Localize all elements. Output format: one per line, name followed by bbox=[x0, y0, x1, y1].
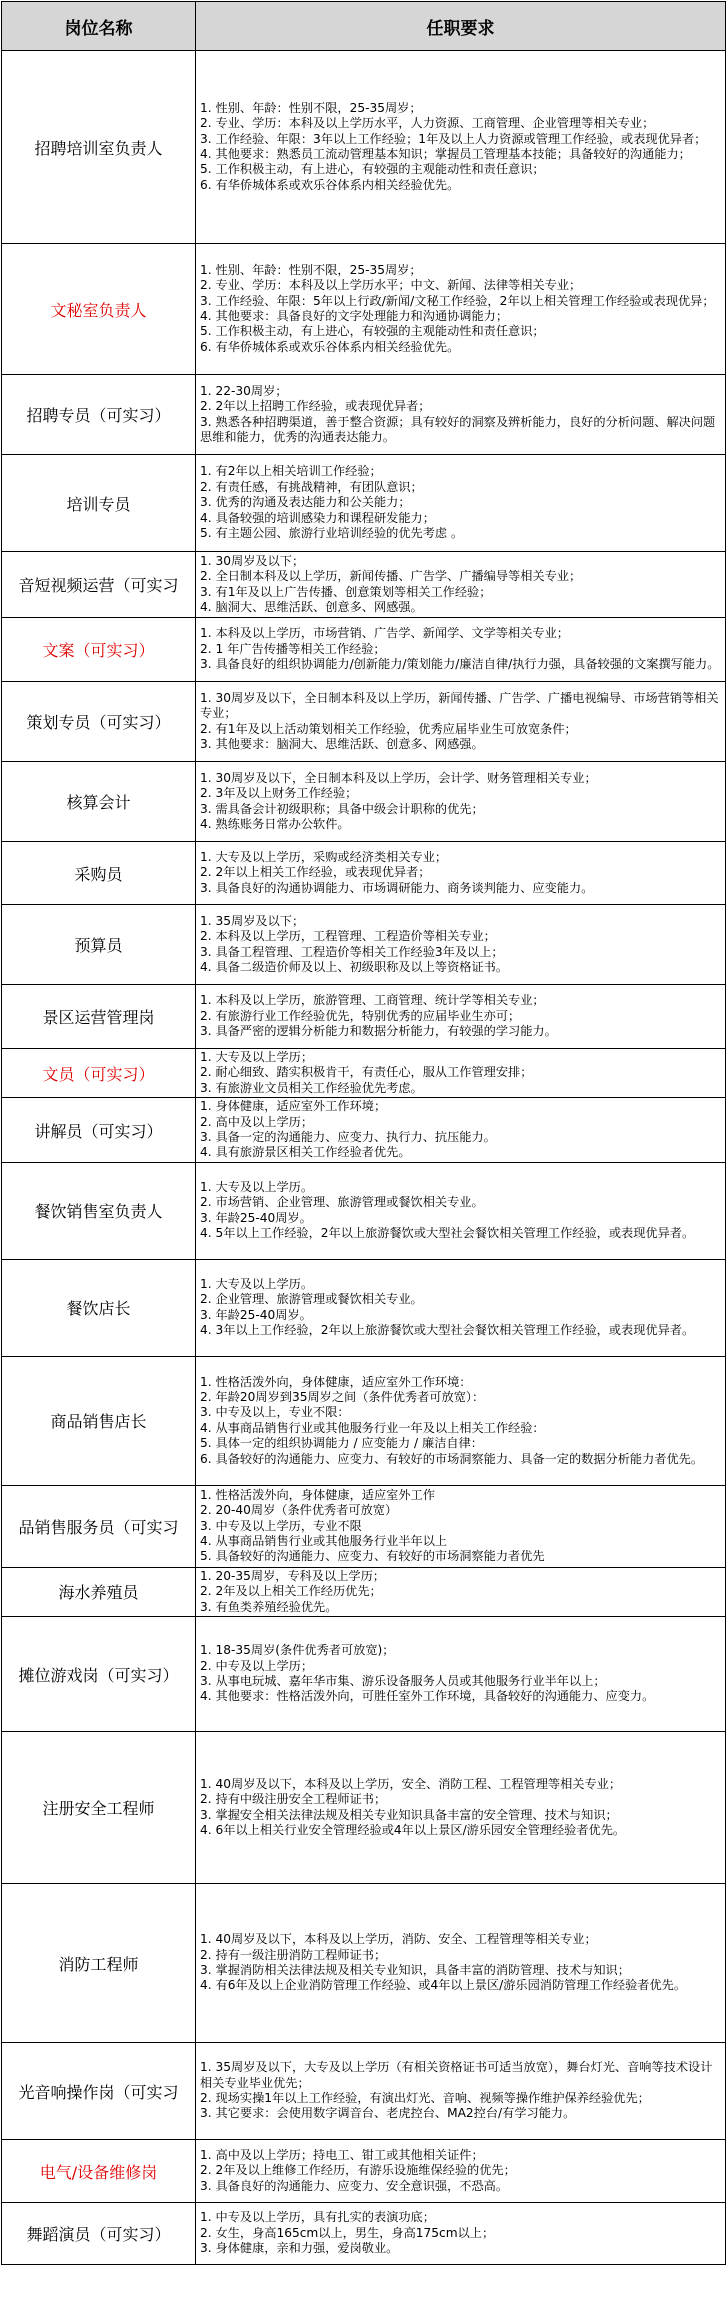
position-name: 预算员 bbox=[2, 905, 196, 985]
requirement-line: 3. 有旅游业文员相关工作经验优先考虑。 bbox=[200, 1080, 423, 1095]
position-name: 餐饮销售室负责人 bbox=[2, 1162, 196, 1259]
requirement-line: 3. 掌握安全相关法律法规及相关专业知识具备丰富的安全管理、技术与知识； bbox=[200, 1807, 618, 1822]
table-row bbox=[2, 1162, 726, 1259]
table-row bbox=[2, 2140, 726, 2203]
table-row bbox=[2, 618, 726, 682]
header-row bbox=[2, 2, 726, 51]
requirement-cell bbox=[196, 618, 726, 682]
table-row bbox=[2, 244, 726, 375]
requirement-line: 1. 22-30周岁； bbox=[200, 383, 288, 398]
job-requirements-table bbox=[1, 1, 726, 2265]
header-requirement: 任职要求 bbox=[196, 2, 726, 51]
requirement-cell bbox=[196, 51, 726, 244]
position-name: 舞蹈演员（可实习） bbox=[2, 2203, 196, 2265]
table-row bbox=[2, 1259, 726, 1356]
position-name: 景区运营管理岗 bbox=[2, 985, 196, 1049]
requirement-line: 4. 其他要求：熟悉员工流动管理基本知识；掌握员工管理基本技能；具备较好的沟通能力； bbox=[200, 147, 691, 161]
requirement-line: 3. 熟悉各种招聘渠道，善于整合资源；具有较好的洞察及辨析能力，良好的分析问题、解决问题思维和能力，优秀的沟通表达能力。 bbox=[200, 414, 716, 444]
requirement-line: 2. 2年及以上维修工作经历，有游乐设施维保经验的优先； bbox=[200, 2163, 516, 2178]
position-name: 注册安全工程师 bbox=[2, 1732, 196, 1884]
requirement-line: 2. 女生，身高165cm以上，男生，身高175cm以上； bbox=[200, 2225, 495, 2240]
requirement-line: 1. 20-35周岁，专科及以上学历； bbox=[200, 1568, 385, 1583]
position-name: 海水养殖员 bbox=[2, 1567, 196, 1616]
requirement-line: 1. 30周岁及以下，全日制本科及以上学历，会计学、财务管理相关专业； bbox=[200, 770, 597, 785]
requirement-cell bbox=[196, 244, 726, 375]
requirement-line: 2. 1 年广告传播等相关工作经验； bbox=[200, 641, 386, 656]
requirement-line: 4. 熟练账务日常办公软件。 bbox=[200, 816, 350, 831]
requirement-line: 4. 具有旅游景区相关工作经验者优先。 bbox=[200, 1145, 411, 1160]
requirement-cell bbox=[196, 1884, 726, 2043]
requirement-line: 5. 有主题公园、旅游行业培训经验的优先考虑 。 bbox=[200, 526, 464, 541]
position-name: 培训专员 bbox=[2, 455, 196, 552]
requirement-cell bbox=[196, 1567, 726, 1616]
requirement-line: 1. 有2年以上相关培训工作经验； bbox=[200, 464, 382, 479]
requirement-line: 3. 具备严密的逻辑分析能力和数据分析能力，有较强的学习能力。 bbox=[200, 1024, 557, 1039]
position-name: 文秘室负责人 bbox=[2, 244, 196, 375]
requirement-cell bbox=[196, 1617, 726, 1732]
requirement-line: 3. 有1年及以上广告传播、创意策划等相关工作经验； bbox=[200, 584, 492, 599]
requirement-line: 1. 35周岁及以下，大专及以上学历（有相关资格证书可适当放宽），舞台灯光、音响等技术设计相关专业毕业优先； bbox=[200, 2060, 713, 2090]
requirement-line: 2. 专业、学历：本科及以上学历水平，人力资源、工商管理、企业管理等相关专业； bbox=[200, 116, 655, 131]
table-row bbox=[2, 552, 726, 618]
requirement-line: 3. 其它要求：会使用数字调音台、老虎控台、MA2控台/有学习能力。 bbox=[200, 2106, 576, 2121]
requirement-line: 1. 大专及以上学历。 bbox=[200, 1277, 314, 1292]
requirement-cell bbox=[196, 1162, 726, 1259]
position-name: 光音响操作岗（可实习 bbox=[2, 2043, 196, 2140]
requirement-line: 1. 性别、年龄：性别不限，25-35周岁； bbox=[200, 100, 422, 115]
requirement-line: 3. 需具备会计初级职称；具备中级会计职称的优先； bbox=[200, 801, 484, 816]
requirement-line: 4. 3年以上工作经验，2年以上旅游餐饮或大型社会餐饮相关管理工作经验，或表现优异者。 bbox=[200, 1323, 695, 1338]
requirement-line: 1. 本科及以上学历，市场营销、广告学、新闻学、文学等相关专业； bbox=[200, 626, 569, 641]
requirement-line: 3. 具备工程管理、工程造价等相关工作经验3年及以上； bbox=[200, 944, 504, 959]
requirement-line: 3. 具备一定的沟通能力、应变力、执行力、抗压能力。 bbox=[200, 1130, 496, 1145]
requirement-line: 2. 全日制本科及以上学历，新闻传播、广告学、广播编导等相关专业； bbox=[200, 569, 582, 584]
requirement-line: 4. 有6年及以上企业消防管理工作经验、或4年以上景区/游乐园消防管理工作经验者优先。 bbox=[200, 1978, 687, 1993]
requirement-line: 3. 其他要求：脑洞大、思维活跃、创意多、网感强。 bbox=[200, 736, 484, 751]
requirement-line: 1. 30周岁及以下，全日制本科及以上学历，新闻传播、广告学、广播电视编导、市场营销等相关专业； bbox=[200, 690, 719, 721]
requirement-line: 6. 具备较好的沟通能力、应变力、有较好的市场洞察能力、具备一定的数据分析能力者优先。 bbox=[200, 1451, 704, 1466]
requirement-line: 2. 耐心细致、踏实积极肯干，有责任心，服从工作管理安排； bbox=[200, 1065, 533, 1080]
requirement-line: 1. 30周岁及以下； bbox=[200, 553, 305, 568]
position-name: 文案（可实习） bbox=[2, 618, 196, 682]
table-row bbox=[2, 1098, 726, 1163]
position-name: 商品销售店长 bbox=[2, 1356, 196, 1485]
requirement-line: 3. 掌握消防相关法律法规及相关专业知识，具备丰富的消防管理、技术与知识； bbox=[200, 1963, 630, 1978]
position-name: 策划专员（可实习） bbox=[2, 682, 196, 762]
requirement-cell bbox=[196, 1259, 726, 1356]
requirement-line: 3. 从事电玩城、嘉年华市集、游乐设备服务人员或其他服务行业半年以上； bbox=[200, 1674, 606, 1689]
requirement-line: 3. 有鱼类养殖经验优先。 bbox=[200, 1599, 338, 1614]
requirement-line: 3. 具备良好的沟通能力、应变力、安全意识强，不恐高。 bbox=[200, 2178, 509, 2193]
requirement-line: 1. 40周岁及以下，本科及以上学历，安全、消防工程、工程管理等相关专业； bbox=[200, 1776, 622, 1791]
requirement-line: 3. 身体健康，亲和力强，爱岗敬业。 bbox=[200, 2241, 399, 2256]
requirement-line: 1. 中专及以上学历，具有扎实的表演功底； bbox=[200, 2210, 435, 2225]
requirement-line: 6. 有华侨城体系或欢乐谷体系内相关经验优先。 bbox=[200, 339, 460, 354]
table-row bbox=[2, 1356, 726, 1485]
table-row bbox=[2, 51, 726, 244]
requirement-line: 1. 性别、年龄：性别不限，25-35周岁； bbox=[200, 262, 422, 277]
position-name: 文员（可实习） bbox=[2, 1049, 196, 1098]
requirement-line: 4. 其他要求：具备良好的文字处理能力和沟通协调能力； bbox=[200, 309, 509, 323]
table-row bbox=[2, 2043, 726, 2140]
table-row bbox=[2, 1884, 726, 2043]
requirement-line: 1. 18-35周岁(条件优秀者可放宽)； bbox=[200, 1643, 395, 1658]
header-position: 岗位名称 bbox=[2, 2, 196, 51]
position-name: 餐饮店长 bbox=[2, 1259, 196, 1356]
requirement-line: 3. 工作经验、年限：5年以上行政/新闻/文秘工作经验，2年以上相关管理工作经验或表现优异； bbox=[200, 293, 715, 308]
table-row bbox=[2, 1049, 726, 1098]
requirement-line: 2. 持有一级注册消防工程师证书； bbox=[200, 1947, 387, 1962]
position-name: 品销售服务员（可实习 bbox=[2, 1485, 196, 1567]
table-row bbox=[2, 1732, 726, 1884]
requirement-line: 2. 有1年及以上活动策划相关工作经验，优秀应届毕业生可放宽条件； bbox=[200, 721, 577, 736]
requirement-cell bbox=[196, 1049, 726, 1098]
requirement-cell bbox=[196, 842, 726, 905]
requirement-line: 2. 有旅游行业工作经验优先，特别优秀的应届毕业生亦可； bbox=[200, 1008, 521, 1023]
requirement-cell bbox=[196, 762, 726, 842]
requirement-line: 2. 2年以上招聘工作经验，或表现优异者； bbox=[200, 399, 431, 414]
requirement-cell bbox=[196, 552, 726, 618]
position-name: 采购员 bbox=[2, 842, 196, 905]
requirement-cell bbox=[196, 682, 726, 762]
requirement-line: 2. 中专及以上学历； bbox=[200, 1658, 314, 1673]
table-row bbox=[2, 682, 726, 762]
table-row bbox=[2, 762, 726, 842]
requirement-line: 3. 中专及以上，专业不限： bbox=[200, 1405, 350, 1420]
requirement-line: 1. 性格活泼外向，身体健康，适应室外工作环境： bbox=[200, 1374, 472, 1389]
requirement-line: 2. 本科及以上学历，工程管理、工程造价等相关专业； bbox=[200, 929, 496, 944]
requirement-line: 3. 具备良好的沟通协调能力、市场调研能力、商务谈判能力、应变能力。 bbox=[200, 880, 594, 895]
requirement-cell bbox=[196, 375, 726, 455]
requirement-line: 1. 本科及以上学历，旅游管理、工商管理、统计学等相关专业； bbox=[200, 993, 545, 1008]
requirement-cell bbox=[196, 1356, 726, 1485]
requirement-line: 2. 企业管理、旅游管理或餐饮相关专业。 bbox=[200, 1292, 423, 1307]
table-row bbox=[2, 905, 726, 985]
requirement-line: 2. 现场实操1年以上工作经验，有演出灯光、音响、视频等操作维护保养经验优先； bbox=[200, 2091, 650, 2106]
requirement-line: 2. 2年及以上相关工作经历优先； bbox=[200, 1584, 382, 1599]
requirement-line: 3. 中专及以上学历，专业不限 bbox=[200, 1518, 362, 1533]
requirement-line: 1. 35周岁及以下； bbox=[200, 913, 305, 928]
position-name: 消防工程师 bbox=[2, 1884, 196, 2043]
requirement-line: 2. 年龄20周岁到35周岁之间（条件优秀者可放宽）： bbox=[200, 1390, 485, 1405]
table-row bbox=[2, 1617, 726, 1732]
requirement-line: 2. 有责任感，有挑战精神，有团队意识； bbox=[200, 479, 423, 494]
requirement-cell bbox=[196, 1485, 726, 1567]
requirement-cell bbox=[196, 985, 726, 1049]
requirement-line: 1. 40周岁及以下，本科及以上学历，消防、安全、工程管理等相关专业； bbox=[200, 1932, 597, 1947]
position-name: 招聘培训室负责人 bbox=[2, 51, 196, 244]
requirement-line: 1. 大专及以上学历，采购或经济类相关专业； bbox=[200, 849, 448, 864]
requirement-line: 2. 2年以上相关工作经验，或表现优异者； bbox=[200, 865, 431, 880]
requirement-line: 3. 工作经验、年限：3年以上工作经验；1年及以上人力资源或管理工作经验，或表现优异者； bbox=[200, 131, 707, 146]
requirement-cell bbox=[196, 455, 726, 552]
requirement-line: 2. 高中及以上学历； bbox=[200, 1114, 314, 1129]
requirement-line: 1. 大专及以上学历； bbox=[200, 1050, 314, 1064]
requirement-line: 4. 6年以上相关行业安全管理经验或4年以上景区/游乐园安全管理经验者优先。 bbox=[200, 1822, 626, 1837]
requirement-line: 4. 5年以上工作经验，2年以上旅游餐饮或大型社会餐饮相关管理工作经验，或表现优异者。 bbox=[200, 1226, 695, 1241]
requirement-line: 3. 具备良好的组织协调能力/创新能力/策划能力/廉洁自律/执行力强，具备较强的文案撰写能力。 bbox=[200, 657, 720, 672]
requirement-cell bbox=[196, 2203, 726, 2265]
requirement-line: 3. 年龄25-40周岁。 bbox=[200, 1210, 312, 1225]
table-row bbox=[2, 985, 726, 1049]
position-name: 音短视频运营（可实习 bbox=[2, 552, 196, 618]
requirement-cell bbox=[196, 1098, 726, 1163]
requirement-line: 3. 优秀的沟通及表达能力和公关能力； bbox=[200, 495, 411, 510]
requirement-line: 5. 工作积极主动，有上进心，有较强的主观能动性和责任意识； bbox=[200, 324, 545, 339]
position-name: 招聘专员（可实习） bbox=[2, 375, 196, 455]
requirement-line: 4. 具备较强的培训感染力和课程研发能力； bbox=[200, 510, 435, 525]
requirement-line: 2. 专业、学历：本科及以上学历水平；中文、新闻、法律等相关专业； bbox=[200, 278, 582, 293]
table-row bbox=[2, 375, 726, 455]
requirement-line: 6. 有华侨城体系或欢乐谷体系内相关经验优先。 bbox=[200, 177, 460, 192]
requirement-line: 2. 持有中级注册安全工程师证书； bbox=[200, 1792, 387, 1807]
requirement-line: 2. 市场营销、企业管理、旅游管理或餐饮相关专业。 bbox=[200, 1195, 484, 1210]
position-name: 核算会计 bbox=[2, 762, 196, 842]
requirement-line: 4. 其他要求：性格活泼外向，可胜任室外工作环境，具备较好的沟通能力、应变力。 bbox=[200, 1689, 655, 1704]
requirement-line: 4. 从事商品销售行业或其他服务行业半年以上 bbox=[200, 1534, 448, 1549]
requirement-line: 4. 具备二级造价师及以上、初级职称及以上等资格证书。 bbox=[200, 959, 509, 974]
requirement-cell bbox=[196, 1732, 726, 1884]
requirement-line: 4. 从事商品销售行业或其他服务行业一年及以上相关工作经验： bbox=[200, 1420, 545, 1435]
requirement-line: 1. 大专及以上学历。 bbox=[200, 1180, 314, 1195]
table-row bbox=[2, 455, 726, 552]
requirement-cell bbox=[196, 2140, 726, 2203]
requirement-cell bbox=[196, 2043, 726, 2140]
requirement-line: 1. 性格活泼外向，身体健康，适应室外工作 bbox=[200, 1487, 435, 1502]
position-name: 讲解员（可实习） bbox=[2, 1098, 196, 1163]
requirement-line: 1. 身体健康，适应室外工作环境； bbox=[200, 1099, 387, 1114]
position-name: 摊位游戏岗（可实习） bbox=[2, 1617, 196, 1732]
requirement-line: 3. 年龄25-40周岁。 bbox=[200, 1307, 312, 1322]
table-row bbox=[2, 1567, 726, 1616]
requirement-line: 1. 高中及以上学历；持电工、钳工或其他相关证件； bbox=[200, 2147, 484, 2162]
requirement-line: 5. 具备较好的沟通能力、应变力、有较好的市场洞察能力者优先 bbox=[200, 1549, 545, 1564]
requirement-line: 5. 具体一定的组织协调能力 / 应变能力 / 廉洁自律： bbox=[200, 1436, 483, 1451]
position-name: 电气/设备维修岗 bbox=[2, 2140, 196, 2203]
table-row bbox=[2, 842, 726, 905]
requirement-cell bbox=[196, 905, 726, 985]
requirement-line: 2. 20-40周岁（条件优秀者可放宽） bbox=[200, 1503, 398, 1518]
requirement-line: 4. 脑洞大、思维活跃、创意多、网感强。 bbox=[200, 599, 423, 614]
table-row bbox=[2, 1485, 726, 1567]
requirement-line: 2. 3年及以上财务工作经验； bbox=[200, 786, 358, 801]
table-body bbox=[2, 51, 726, 2265]
requirement-line: 5. 工作积极主动，有上进心，有较强的主观能动性和责任意识； bbox=[200, 162, 545, 177]
table-row bbox=[2, 2203, 726, 2265]
